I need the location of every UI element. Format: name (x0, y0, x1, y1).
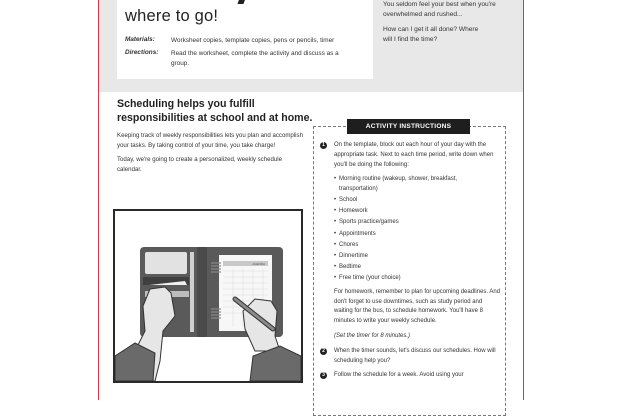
aside-line-2: How can I get it all done? Where will I find the time? (383, 26, 479, 43)
list-item: • Appointments (334, 230, 502, 240)
intro-paragraph-1: Keeping track of weekly responsibilities lets you plan and accomplish your tasks. By taking control of your time, you take charge! (117, 132, 303, 149)
step-3 (320, 371, 502, 381)
step-2-text: When the timer sounds, let's discuss our schedules. How will scheduling help you? (334, 347, 496, 364)
card-slot (145, 252, 187, 274)
header-card (117, 0, 373, 79)
step-number-icon: 3 (320, 372, 327, 379)
list-item: • School (334, 196, 502, 206)
right-margin-line (523, 0, 524, 400)
list-item: • Morning routine (wakeup, shower, breakfast, transportation) (334, 175, 489, 195)
planner-header-text: AGENDA (252, 262, 265, 266)
list-item: • Chores (334, 241, 502, 251)
planner-drawing (115, 211, 301, 381)
activity-content (320, 141, 502, 386)
intro-text (117, 131, 307, 179)
page-title-fragment: where to go! (125, 7, 219, 25)
list-item: • Homework (334, 207, 502, 217)
side-tab (190, 252, 194, 332)
activity-title: ACTIVITY INSTRUCTIONS (347, 119, 470, 134)
step-3-text: Follow the schedule for a week. Avoid using your (334, 372, 464, 379)
aside-intro (383, 0, 518, 50)
directions-label: Directions: (125, 49, 159, 56)
step-2 (320, 347, 502, 367)
title-glyph-fragment (237, 0, 248, 4)
step-number-icon: 1 (320, 142, 327, 149)
section-headline: Scheduling helps you fulfill responsibilities at school and at home. (117, 98, 313, 124)
directions-value: Read the worksheet, complete the activity and discuss as a group. (171, 50, 339, 67)
step-1-text: On the template, block out each hour of your day with the appropriate task. Next to each time period, write down when you'll be doing the following: (334, 142, 494, 168)
task-list (334, 175, 502, 283)
binder-spine (197, 247, 207, 337)
homework-note: For homework, remember to plan for upcoming deadlines. And don't forget to use downtimes, such as study period and waiting for the bus, to schedule homework. You'll have 8 minutes to write your weekly schedule. (334, 288, 501, 325)
list-item: • Free time (your choice) (334, 274, 502, 284)
materials-label: Materials: (125, 36, 155, 43)
list-item: • Dinnertime (334, 252, 502, 262)
intro-paragraph-2: Today, we're going to create a personalized, weekly schedule calendar. (117, 156, 283, 173)
aside-line-1: You seldom feel your best when you're overwhelmed and rushed... (383, 1, 496, 18)
step-1 (320, 141, 502, 170)
step-number-icon: 2 (320, 348, 327, 355)
list-item: • Sports practice/games (334, 218, 502, 228)
materials-value: Worksheet copies, template copies, pens or pencils, timer (171, 37, 335, 44)
planner-illustration (113, 209, 303, 383)
list-item: • Bedtime (334, 263, 502, 273)
timer-note: (Set the timer for 8 minutes.) (334, 332, 411, 339)
